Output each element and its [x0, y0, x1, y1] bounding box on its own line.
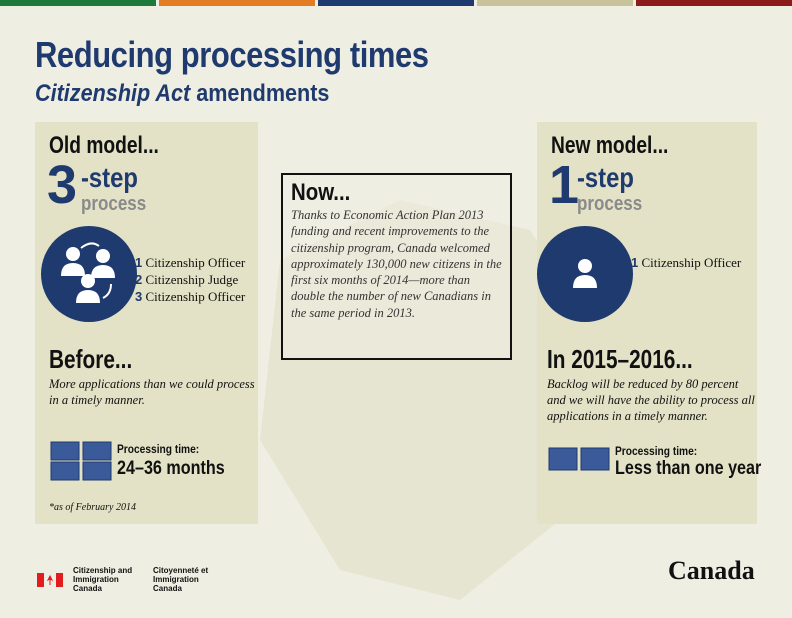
processing-time-value: 24–36 months — [117, 458, 225, 479]
calendar-icon — [49, 440, 115, 484]
future-heading: In 2015–2016... — [547, 344, 693, 374]
cic-signature — [37, 566, 223, 593]
department-fr: Citoyenneté et Immigration Canada — [153, 566, 209, 593]
new-model-heading: New model... — [551, 132, 669, 159]
now-heading: Now... — [291, 179, 351, 206]
step-label: -step — [577, 162, 634, 193]
step-count: 1 — [549, 155, 580, 215]
canada-wordmark: Canada — [668, 556, 755, 585]
now-text: Thanks to Economic Action Plan 2013 funding and recent improvements to the citizenship program, Canada welcomed approximately 130,000 new citizens in the first six months of 2014—more than double the number of new Canadians in the same period in 2013. — [291, 208, 502, 320]
future-text: Backlog will be reduced by 80 percent and we will have the ability to process all applications in a timely manner. — [547, 377, 755, 423]
people-icon — [41, 226, 137, 322]
step-count: 3 — [47, 155, 78, 215]
now-box — [281, 173, 512, 360]
processing-time-label: Processing time: — [615, 444, 698, 458]
footnote: *as of February 2014 — [49, 502, 136, 513]
old-model-panel — [35, 122, 258, 524]
page-title: Reducing processing times — [35, 34, 429, 75]
canada-flag-icon — [37, 573, 63, 587]
person-icon — [537, 226, 633, 322]
subtitle-rest: amendments — [190, 80, 330, 107]
calendar-icon — [547, 444, 613, 474]
page-subtitle — [35, 80, 329, 108]
process-label: process — [577, 193, 643, 215]
step-list: 1 Citizenship Officer — [631, 255, 742, 270]
processing-time-label: Processing time: — [117, 442, 200, 456]
new-model-panel — [537, 122, 762, 524]
before-text: More applications than we could process in a timely manner. — [49, 377, 255, 407]
department-en: Citizenship and Immigration Canada — [73, 566, 133, 593]
old-model-heading: Old model... — [49, 132, 159, 159]
act-name: Citizenship Act — [35, 80, 191, 107]
color-bar — [0, 0, 792, 6]
process-label: process — [81, 193, 147, 215]
processing-time-value: Less than one year — [615, 458, 762, 479]
step-label: -step — [81, 162, 138, 193]
step-list: 1 Citizenship Officer 2 Citizenship Judge 3 Citizenship Officer — [135, 255, 246, 304]
before-heading: Before... — [49, 344, 133, 374]
